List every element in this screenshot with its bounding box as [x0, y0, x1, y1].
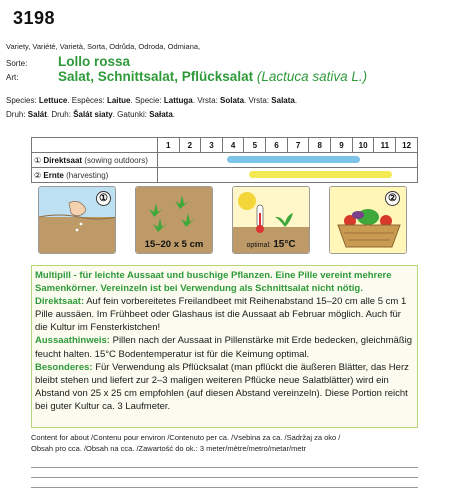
temperature-value: 15°C: [273, 239, 296, 250]
species-value-sl: Solata: [220, 96, 245, 105]
cultivation-calendar: [31, 137, 418, 183]
step-1-badge: ①: [96, 191, 111, 206]
aussaat-paragraph: [35, 334, 414, 360]
month-6: 6: [266, 138, 288, 153]
month-4: 4: [222, 138, 244, 153]
month-1: 1: [157, 138, 179, 153]
species-value-hr: Salata: [271, 96, 295, 105]
temperature-pictogram: [232, 186, 310, 254]
sowing-bar-track: [157, 153, 417, 168]
species-translations: [6, 96, 297, 105]
month-7: 7: [287, 138, 309, 153]
month-9: 9: [331, 138, 353, 153]
art-label: Art:: [6, 73, 19, 82]
month-11: 11: [374, 138, 396, 153]
product-code: 3198: [13, 8, 56, 28]
spacing-caption: 15–20 x 5 cm: [144, 239, 204, 250]
blank-lines: [31, 458, 418, 488]
species-label-it: . Specie:: [130, 96, 164, 105]
calendar-row-harvest: [32, 168, 418, 183]
druh-value-cz: Salát: [27, 110, 47, 119]
harvest-label: [32, 168, 158, 183]
species-value-en: Lettuce: [38, 96, 68, 105]
sowing-period-bar: [227, 156, 360, 163]
species-end: .: [294, 96, 298, 105]
harvest-bar-track: [157, 168, 417, 183]
month-5: 5: [244, 138, 266, 153]
species-label-en: Species:: [6, 96, 39, 105]
sorte-label: Sorte:: [6, 59, 28, 68]
druh-label-sk: . Druh:: [46, 110, 74, 119]
step-2-badge: ②: [385, 191, 400, 206]
calendar-corner: [32, 138, 158, 153]
direktsaat-heading: Direktsaat:: [35, 296, 85, 308]
multipill-intro: Multipill - für leichte Aussaat und buschige Pflanzen. Eine Pille vereint mehrere Samenkörner. Vereinzeln ist bei Verwendung als Schnittsalat nicht nötig.: [35, 270, 392, 295]
blank-line: [31, 468, 418, 478]
sowing-sub: (sowing outdoors): [84, 155, 148, 165]
sowing-number: ①: [34, 155, 42, 165]
species-label-fr: . Espèces:: [67, 96, 107, 105]
species-label-sl: . Vrsta:: [192, 96, 221, 105]
calendar-header-row: [32, 138, 418, 153]
harvest-main: Ernte: [43, 170, 64, 180]
harvest-sub: (harvesting): [66, 170, 109, 180]
species-value-fr: Laitue: [106, 96, 131, 105]
besonderes-paragraph: [35, 361, 414, 413]
sowing-main: Direktsaat: [43, 155, 83, 165]
harvest-number: ②: [34, 170, 42, 180]
aussaat-text: Pillen nach der Aussaat in Pillenstärke mit Erde bedecken, gleichmäßig feucht halten. 15°C Bodentemperatur ist für die Keimung optimal.: [35, 335, 413, 360]
besonderes-heading: Besonderes:: [35, 361, 93, 373]
calendar-row-sowing: [32, 153, 418, 168]
sowing-label: [32, 153, 158, 168]
content-amount-line-2: Obsah pro cca. /Obsah na cca. /Zawartość do ok.: 3 meter/mètre/metro/metar/metr: [31, 444, 307, 453]
species-name: [58, 69, 367, 84]
variety-name: Lollo rossa: [58, 54, 131, 69]
druh-label-cz: Druh:: [6, 110, 28, 119]
druh-value-pl: Sałata: [149, 110, 173, 119]
month-8: 8: [309, 138, 331, 153]
species-label-hr: . Vrsta:: [244, 96, 272, 105]
species-latin-name: (Lactuca sativa L.): [256, 69, 368, 84]
druh-end: .: [172, 110, 176, 119]
species-common-name: Salat, Schnittsalat, Pflücksalat: [58, 69, 254, 84]
month-3: 3: [201, 138, 223, 153]
content-amount-line-1: Content for about /Contenu pour environ /Contenuto per ca. /Vsebina za ca. /Sadržaj za oko /: [31, 433, 341, 442]
druh-value-sk: Šalát siaty: [73, 110, 113, 119]
direktsaat-text: Auf fein vorbereitetes Freilandbeet mit Reihenabstand 15–20 cm alle 5 cm 1 Pille aussäen. Im Frühbeet oder Glashaus ist die Aussaat ab Februar möglich. Auch für die Kultur im Fensterkistchen!: [35, 296, 407, 334]
month-12: 12: [396, 138, 418, 153]
temperature-prefix: optimal:: [246, 242, 271, 249]
aussaat-heading: Aussaathinweis:: [35, 335, 110, 347]
sowing-pictogram: [38, 186, 116, 254]
harvest-pictogram: [329, 186, 407, 254]
spacing-pictogram: [135, 186, 213, 254]
blank-line: [31, 478, 418, 488]
species-value-it: Lattuga: [163, 96, 193, 105]
temperature-caption: [233, 239, 309, 250]
variety-line: Variety, Variété, Varietà, Sorta, Odrůda, Odroda, Odmiana,: [6, 42, 201, 51]
besonderes-text: Für Verwendung als Pflücksalat (man pflückt die äußeren Blätter, das Herz bleibt stehen und liefert zur 2–3 maligen weiteren Pflücke neue Salatblätter) wird ein Abstand von 25 x 25 cm empfohlen (auf diesen Abstand vereinzeln). Diese Portion reicht bei guter Kultur ca. 3 Laufmeter.: [35, 361, 409, 412]
blank-line: [31, 458, 418, 468]
month-10: 10: [352, 138, 374, 153]
druh-translations: [6, 110, 175, 119]
instructions-box: [31, 265, 418, 428]
month-2: 2: [179, 138, 201, 153]
direktsaat-paragraph: [35, 295, 414, 334]
harvest-period-bar: [249, 171, 393, 178]
druh-label-pl: . Gatunki:: [112, 110, 150, 119]
